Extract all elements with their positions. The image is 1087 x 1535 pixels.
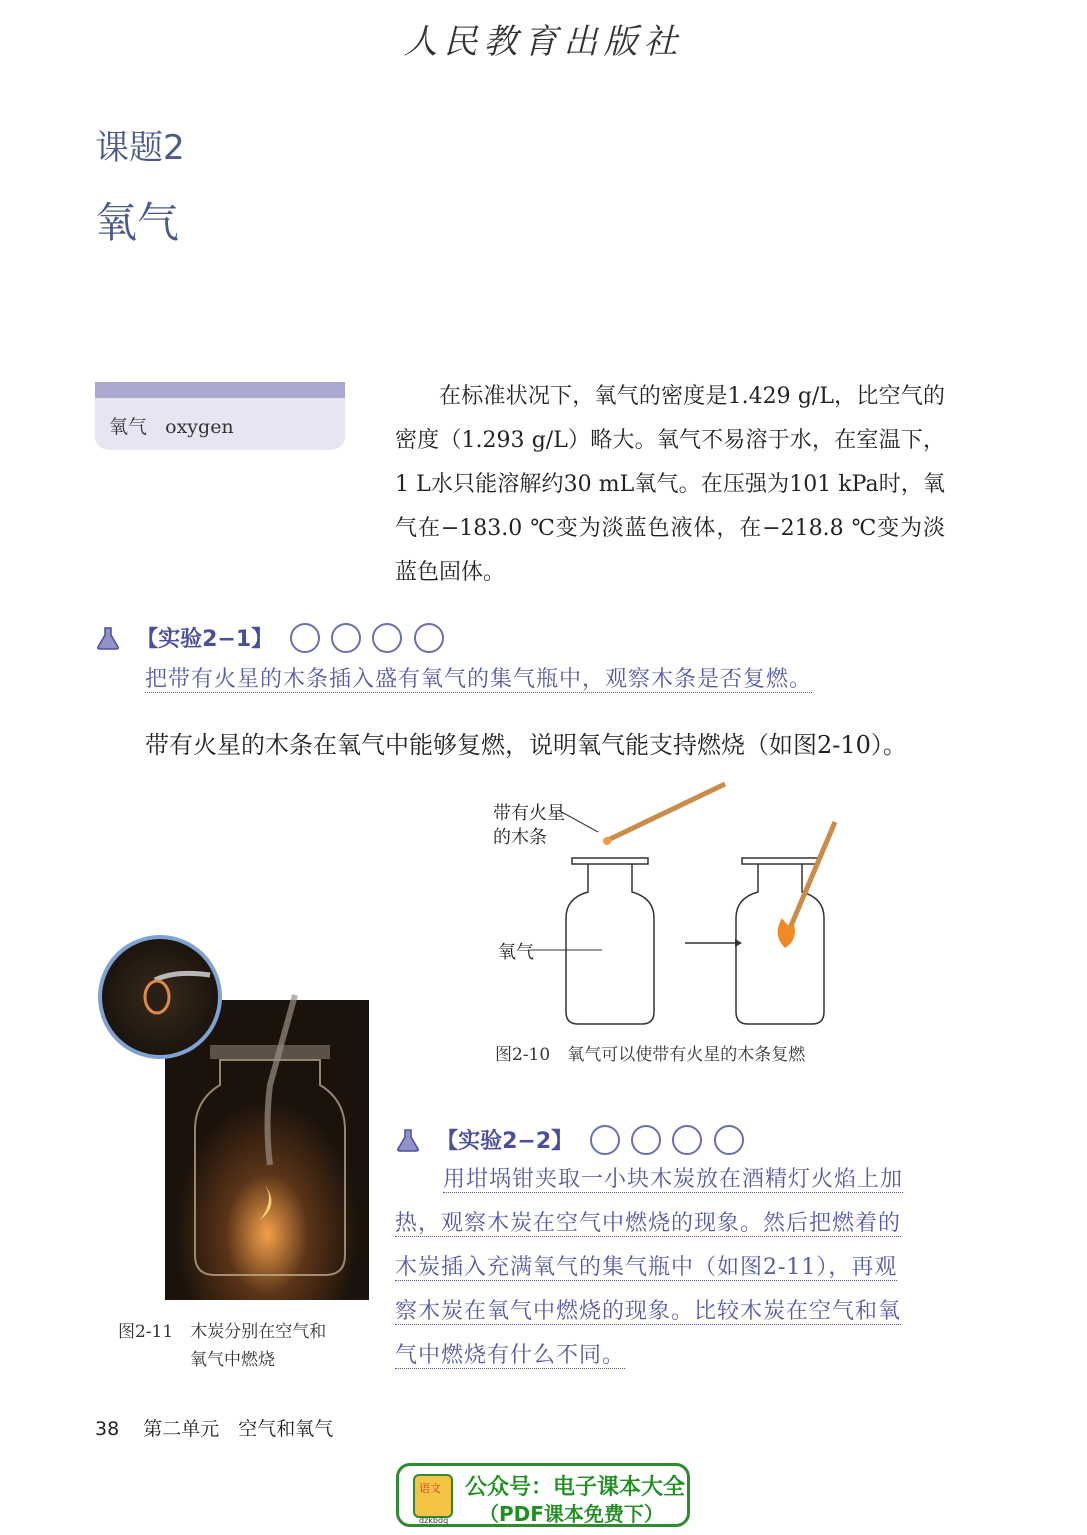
intro-text: 在标准状况下，氧气的密度是1.429 g/L，比空气的密度（1.293 g/L）略大。氧气不易溶于水，在室温下，1 L水只能溶解约30 mL氧气。在压强为101 kPa时，氧气在−183.0 ℃变为淡蓝色液体，在−218.8 ℃变为淡蓝色固体。: [395, 384, 945, 585]
goggles-icon: [590, 1125, 620, 1155]
flame-warning-icon: [631, 1125, 661, 1155]
glass-plate-left: [572, 858, 648, 864]
experiment2-line-2: 热，观察木炭在空气中燃烧的现象。然后把燃着的: [395, 1211, 902, 1236]
experiment2-line-3: 木炭插入充满氧气的集气瓶中（如图2-11），再观: [395, 1255, 898, 1280]
experiment2-header: [395, 1124, 744, 1155]
logo-subtext: dzkbdq: [419, 1516, 449, 1525]
experiment2-text: [395, 1158, 955, 1378]
heat-warning-icon: [672, 1125, 702, 1155]
glowing-tip: [603, 837, 611, 845]
badge-line-2: （PDF课本免费下）: [479, 1502, 664, 1526]
photo-plate: [210, 1045, 330, 1059]
experiment1-heading: 【实验2−1】: [136, 627, 274, 652]
flame-warning-icon: [331, 623, 361, 653]
experiment2-line-5: 气中燃烧有什么不同。: [395, 1343, 626, 1368]
conclusion-text: 带有火星的木条在氧气中能够复燃，说明氧气能支持燃烧（如图2-10）。: [145, 731, 907, 759]
glossary-text: [109, 412, 234, 439]
badge-line-1: 公众号：电子课本大全: [465, 1475, 686, 1500]
figure-2-11-caption-2: 氧气中燃烧: [190, 1350, 275, 1370]
experiment1-text: [145, 658, 812, 702]
experiment2-line-1: 用坩埚钳夹取一小块木炭放在酒精灯火焰上加: [443, 1167, 904, 1192]
publisher-logo: 人民教育出版社: [403, 22, 684, 62]
stick-label-line2: 的木条: [493, 827, 547, 848]
flask-icon: [395, 1127, 421, 1153]
experiment2-line-4: 察木炭在氧气中燃烧的现象。比较木炭在空气和氧: [395, 1299, 902, 1324]
stick-label-line1: 带有火星: [493, 803, 565, 824]
glass-plate-right: [742, 858, 818, 864]
wash-hands-icon: [714, 1125, 744, 1155]
heat-warning-icon: [372, 623, 402, 653]
glossary-term: 氧气: [109, 416, 148, 438]
experiment1-line: 把带有火星的木条插入盛有氧气的集气瓶中，观察木条是否复燃。: [145, 667, 813, 692]
glossary-bar: [95, 382, 345, 398]
gas-bottle-left: [566, 864, 654, 1024]
promo-badge[interactable]: [396, 1463, 690, 1527]
glossary-box: [95, 382, 345, 450]
figure-2-11-caption: [118, 1318, 326, 1374]
stick-label: [493, 802, 565, 850]
experiment1-header: [95, 622, 444, 653]
intro-paragraph: [395, 375, 945, 595]
figure-2-10-caption: 图2-10 氧气可以使带有火星的木条复燃: [495, 1045, 806, 1065]
gas-bottle-right: [736, 864, 824, 1024]
inset-charcoal: [145, 981, 169, 1013]
figure-2-11-photo: [95, 935, 375, 1305]
wood-stick-burning: [785, 822, 835, 940]
book-logo-icon: [413, 1474, 453, 1518]
figure-2-11-caption-1: 图2-11 木炭分别在空气和: [118, 1322, 327, 1342]
flask-icon: [95, 625, 121, 651]
unit-title: 第二单元 空气和氧气: [143, 1418, 334, 1440]
lesson-number: 课题2: [95, 128, 185, 168]
logo-text: 语文: [419, 1482, 441, 1495]
wash-hands-icon: [414, 623, 444, 653]
page-footer: [95, 1414, 333, 1441]
wood-stick: [608, 784, 725, 840]
experiment2-heading: 【实验2−2】: [436, 1129, 574, 1154]
glossary-english: oxygen: [165, 416, 234, 438]
page-number: 38: [95, 1418, 120, 1440]
goggles-icon: [290, 623, 320, 653]
gas-label: 氧气: [498, 942, 534, 963]
lesson-title: 氧气: [95, 198, 180, 247]
